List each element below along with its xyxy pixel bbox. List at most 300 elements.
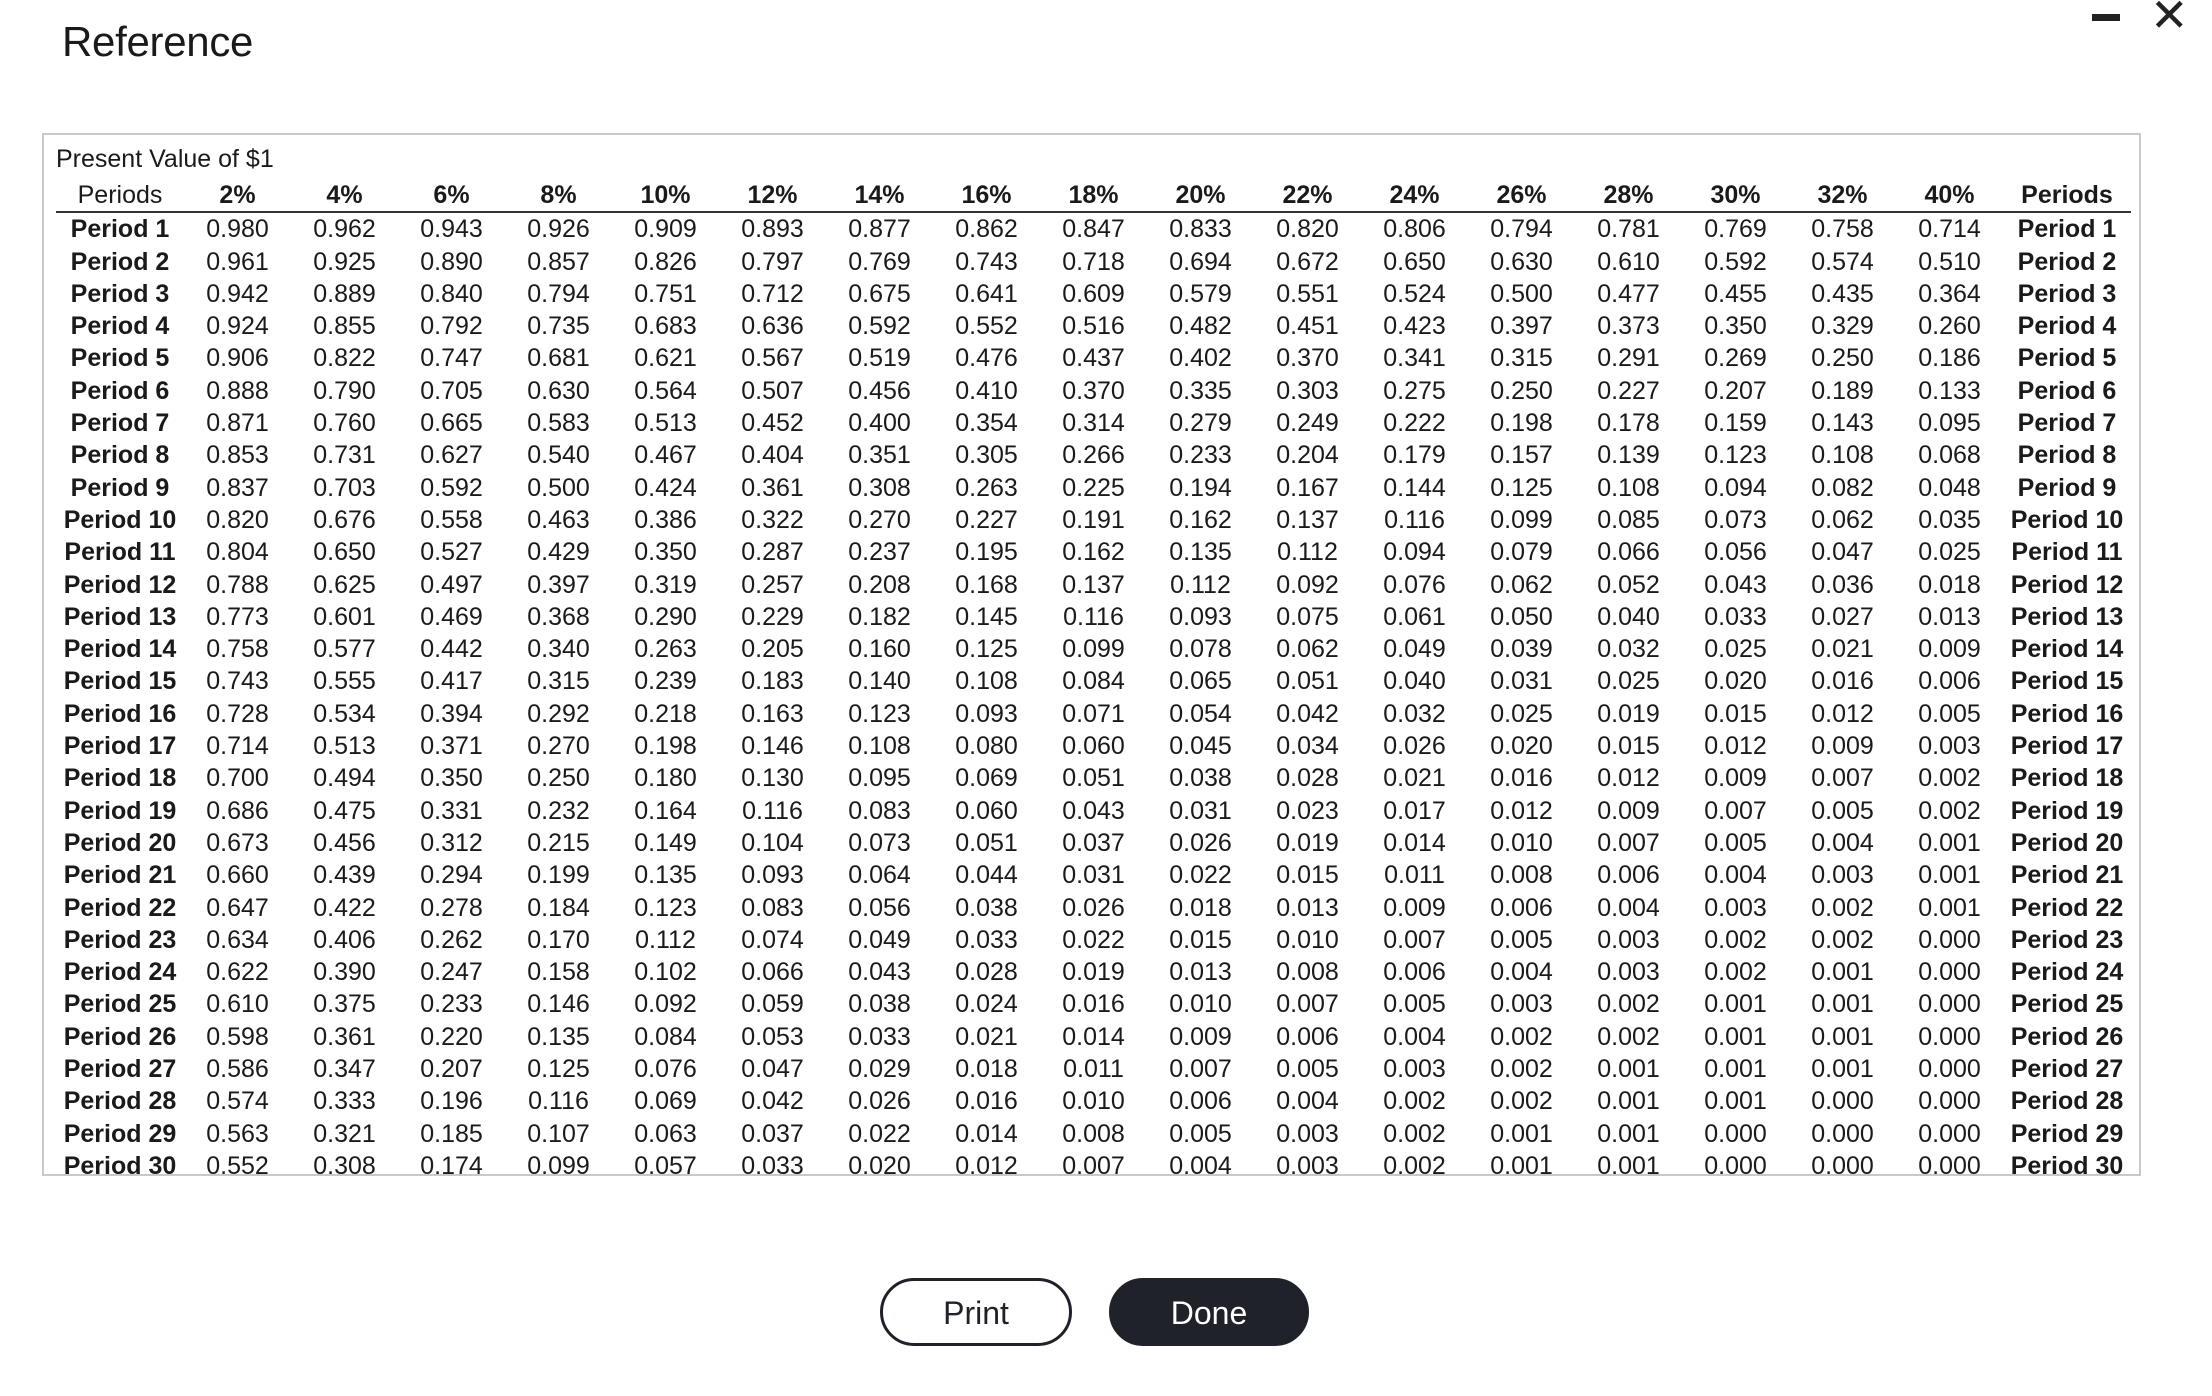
table-cell: 0.002 bbox=[1704, 958, 1767, 987]
table-cell: 0.673 bbox=[206, 828, 269, 857]
table-cell: 0.002 bbox=[1811, 893, 1874, 922]
table-cell: 0.001 bbox=[1811, 1055, 1874, 1084]
table-cell: 0.037 bbox=[741, 1119, 804, 1148]
table-cell: 0.017 bbox=[1383, 796, 1446, 825]
table-cell: 0.257 bbox=[741, 570, 804, 599]
table-cell: 0.361 bbox=[741, 473, 804, 502]
table-cell: 0.315 bbox=[1490, 344, 1553, 373]
table-cell: 0.007 bbox=[1169, 1055, 1232, 1084]
table-cell: 0.563 bbox=[206, 1119, 269, 1148]
table-cell: 0.033 bbox=[955, 925, 1018, 954]
table-row bbox=[56, 1053, 2131, 1085]
table-cell: 0.797 bbox=[741, 247, 804, 276]
table-cell: 0.364 bbox=[1918, 279, 1981, 308]
table-cell: 0.452 bbox=[741, 409, 804, 438]
table-cell: 0.093 bbox=[1169, 602, 1232, 631]
table-cell: 0.340 bbox=[527, 635, 590, 664]
table-row bbox=[56, 859, 2131, 891]
table-cell: 0.329 bbox=[1811, 312, 1874, 341]
table-cell: 0.015 bbox=[1704, 699, 1767, 728]
table-cell: 0.610 bbox=[206, 990, 269, 1019]
table-cell: 0.082 bbox=[1811, 473, 1874, 502]
row-label: Period 1 bbox=[2017, 215, 2117, 244]
table-cell: 0.735 bbox=[527, 312, 590, 341]
minimize-icon[interactable] bbox=[2092, 14, 2120, 21]
table-cell: 0.683 bbox=[634, 312, 697, 341]
table-cell: 0.170 bbox=[527, 925, 590, 954]
table-cell: 0.291 bbox=[1597, 344, 1660, 373]
table-cell: 0.002 bbox=[1490, 1087, 1553, 1116]
table-row bbox=[56, 278, 2131, 310]
table-cell: 0.239 bbox=[634, 667, 697, 696]
table-cell: 0.008 bbox=[1062, 1119, 1125, 1148]
table-cell: 0.068 bbox=[1918, 441, 1981, 470]
table-cell: 0.005 bbox=[1276, 1055, 1339, 1084]
table-cell: 0.022 bbox=[1062, 925, 1125, 954]
table-cell: 0.051 bbox=[1276, 667, 1339, 696]
table-row bbox=[56, 310, 2131, 342]
table-cell: 0.769 bbox=[1704, 215, 1767, 244]
table-cell: 0.000 bbox=[1918, 1087, 1981, 1116]
table-cell: 0.074 bbox=[741, 925, 804, 954]
table-cell: 0.534 bbox=[313, 699, 376, 728]
table-cell: 0.005 bbox=[1490, 925, 1553, 954]
table-cell: 0.712 bbox=[741, 279, 804, 308]
table-cell: 0.260 bbox=[1918, 312, 1981, 341]
table-cell: 0.207 bbox=[1704, 376, 1767, 405]
row-label: Period 28 bbox=[63, 1087, 177, 1116]
table-cell: 0.961 bbox=[206, 247, 269, 276]
row-label: Period 22 bbox=[2010, 893, 2124, 922]
table-cell: 0.038 bbox=[1169, 764, 1232, 793]
table-cell: 0.057 bbox=[634, 1151, 697, 1176]
table-cell: 0.781 bbox=[1597, 215, 1660, 244]
table-cell: 0.577 bbox=[313, 635, 376, 664]
table-row bbox=[56, 956, 2131, 988]
table-cell: 0.007 bbox=[1704, 796, 1767, 825]
row-label: Period 14 bbox=[63, 635, 177, 664]
table-cell: 0.906 bbox=[206, 344, 269, 373]
table-cell: 0.042 bbox=[1276, 699, 1339, 728]
column-header: 20% bbox=[1147, 179, 1254, 212]
table-cell: 0.555 bbox=[313, 667, 376, 696]
table-cell: 0.009 bbox=[1597, 796, 1660, 825]
table-cell: 0.085 bbox=[1597, 505, 1660, 534]
table-cell: 0.233 bbox=[420, 990, 483, 1019]
table-cell: 0.650 bbox=[1383, 247, 1446, 276]
table-cell: 0.862 bbox=[955, 215, 1018, 244]
table-cell: 0.012 bbox=[1704, 732, 1767, 761]
row-label: Period 17 bbox=[2010, 732, 2124, 761]
table-cell: 0.112 bbox=[635, 925, 696, 954]
table-cell: 0.519 bbox=[848, 344, 911, 373]
table-cell: 0.004 bbox=[1490, 958, 1553, 987]
table-cell: 0.456 bbox=[313, 828, 376, 857]
table-cell: 0.247 bbox=[420, 958, 483, 987]
row-label: Period 6 bbox=[2017, 376, 2117, 405]
table-cell: 0.039 bbox=[1490, 635, 1553, 664]
row-label: Period 11 bbox=[2011, 538, 2123, 567]
table-cell: 0.361 bbox=[313, 1022, 376, 1051]
table-cell: 0.370 bbox=[1062, 376, 1125, 405]
column-header: Periods bbox=[2003, 179, 2131, 212]
table-cell: 0.794 bbox=[527, 279, 590, 308]
table-cell: 0.482 bbox=[1169, 312, 1232, 341]
table-cell: 0.022 bbox=[1169, 861, 1232, 890]
table-cell: 0.036 bbox=[1811, 570, 1874, 599]
table-cell: 0.220 bbox=[420, 1022, 483, 1051]
table-cell: 0.003 bbox=[1597, 958, 1660, 987]
table-cell: 0.016 bbox=[955, 1087, 1018, 1116]
table-cell: 0.073 bbox=[1704, 505, 1767, 534]
table-cell: 0.321 bbox=[313, 1119, 376, 1148]
table-cell: 0.540 bbox=[527, 441, 590, 470]
table-cell: 0.583 bbox=[527, 409, 590, 438]
table-cell: 0.287 bbox=[741, 538, 804, 567]
table-cell: 0.006 bbox=[1918, 667, 1981, 696]
column-header: 26% bbox=[1468, 179, 1575, 212]
table-cell: 0.743 bbox=[206, 667, 269, 696]
table-cell: 0.028 bbox=[1276, 764, 1339, 793]
table-row bbox=[56, 1085, 2131, 1117]
table-cell: 0.020 bbox=[848, 1151, 911, 1176]
row-label: Period 16 bbox=[2010, 699, 2124, 728]
table-cell: 0.373 bbox=[1597, 312, 1660, 341]
table-cell: 0.208 bbox=[848, 570, 911, 599]
table-row bbox=[56, 892, 2131, 924]
column-header: 30% bbox=[1682, 179, 1789, 212]
table-cell: 0.198 bbox=[634, 732, 697, 761]
table-cell: 0.080 bbox=[955, 732, 1018, 761]
table-cell: 0.308 bbox=[313, 1151, 376, 1176]
print-button[interactable]: Print bbox=[880, 1278, 1072, 1346]
table-cell: 0.475 bbox=[313, 796, 376, 825]
table-cell: 0.001 bbox=[1597, 1087, 1660, 1116]
table-cell: 0.014 bbox=[1383, 828, 1446, 857]
table-row bbox=[56, 569, 2131, 601]
row-label: Period 18 bbox=[2010, 764, 2124, 793]
table-cell: 0.001 bbox=[1918, 861, 1981, 890]
table-cell: 0.007 bbox=[1597, 828, 1660, 857]
table-cell: 0.204 bbox=[1276, 441, 1339, 470]
table-cell: 0.270 bbox=[527, 732, 590, 761]
table-cell: 0.315 bbox=[527, 667, 590, 696]
column-header: 18% bbox=[1040, 179, 1147, 212]
table-cell: 0.019 bbox=[1597, 699, 1660, 728]
table-cell: 0.579 bbox=[1169, 279, 1232, 308]
table-cell: 0.116 bbox=[528, 1087, 589, 1116]
table-cell: 0.769 bbox=[848, 247, 911, 276]
table-cell: 0.760 bbox=[313, 409, 376, 438]
row-label: Period 23 bbox=[63, 925, 177, 954]
column-header: Periods bbox=[56, 179, 184, 212]
table-cell: 0.002 bbox=[1383, 1151, 1446, 1176]
table-cell: 0.888 bbox=[206, 376, 269, 405]
table-cell: 0.146 bbox=[527, 990, 590, 1019]
table-cell: 0.093 bbox=[955, 699, 1018, 728]
table-cell: 0.002 bbox=[1597, 1022, 1660, 1051]
table-cell: 0.010 bbox=[1169, 990, 1232, 1019]
table-cell: 0.001 bbox=[1811, 958, 1874, 987]
table-cell: 0.000 bbox=[1704, 1119, 1767, 1148]
table-cell: 0.021 bbox=[1383, 764, 1446, 793]
table-cell: 0.275 bbox=[1383, 376, 1446, 405]
row-label: Period 25 bbox=[63, 990, 177, 1019]
row-label: Period 21 bbox=[2010, 861, 2124, 890]
table-cell: 0.513 bbox=[313, 732, 376, 761]
row-label: Period 24 bbox=[2010, 958, 2124, 987]
table-cell: 0.610 bbox=[1597, 247, 1660, 276]
table-cell: 0.004 bbox=[1276, 1087, 1339, 1116]
table-cell: 0.621 bbox=[634, 344, 697, 373]
table-cell: 0.035 bbox=[1918, 505, 1981, 534]
row-label: Period 23 bbox=[2010, 925, 2124, 954]
table-cell: 0.703 bbox=[313, 473, 376, 502]
table-cell: 0.043 bbox=[1062, 796, 1125, 825]
row-label: Period 10 bbox=[2010, 505, 2124, 534]
table-cell: 0.000 bbox=[1918, 990, 1981, 1019]
table-cell: 0.063 bbox=[634, 1119, 697, 1148]
table-cell: 0.014 bbox=[955, 1119, 1018, 1148]
table-cell: 0.001 bbox=[1597, 1151, 1660, 1176]
table-cell: 0.397 bbox=[527, 570, 590, 599]
table-cell: 0.943 bbox=[420, 215, 483, 244]
table-cell: 0.157 bbox=[1490, 441, 1553, 470]
table-row bbox=[56, 698, 2131, 730]
table-cell: 0.112 bbox=[1170, 570, 1231, 599]
table-cell: 0.853 bbox=[206, 441, 269, 470]
table-scroll-area[interactable] bbox=[42, 133, 2141, 1176]
table-cell: 0.002 bbox=[1811, 925, 1874, 954]
table-cell: 0.042 bbox=[741, 1087, 804, 1116]
table-cell: 0.079 bbox=[1490, 538, 1553, 567]
table-cell: 0.826 bbox=[634, 247, 697, 276]
table-row bbox=[56, 246, 2131, 278]
table-cell: 0.820 bbox=[206, 505, 269, 534]
table-row bbox=[56, 342, 2131, 374]
table-cell: 0.205 bbox=[741, 635, 804, 664]
row-label: Period 26 bbox=[63, 1022, 177, 1051]
table-cell: 0.094 bbox=[1704, 473, 1767, 502]
row-label: Period 4 bbox=[2017, 312, 2117, 341]
table-cell: 0.731 bbox=[313, 441, 376, 470]
table-cell: 0.000 bbox=[1918, 1055, 1981, 1084]
table-cell: 0.001 bbox=[1490, 1151, 1553, 1176]
table-cell: 0.065 bbox=[1169, 667, 1232, 696]
table-cell: 0.003 bbox=[1704, 893, 1767, 922]
table-cell: 0.371 bbox=[420, 732, 483, 761]
table-cell: 0.125 bbox=[527, 1055, 590, 1084]
table-cell: 0.266 bbox=[1062, 441, 1125, 470]
table-row bbox=[56, 988, 2131, 1020]
table-cell: 0.641 bbox=[955, 279, 1018, 308]
table-cell: 0.227 bbox=[955, 505, 1018, 534]
row-label: Period 27 bbox=[63, 1055, 177, 1084]
table-row bbox=[56, 665, 2131, 697]
row-label: Period 18 bbox=[63, 764, 177, 793]
table-cell: 0.021 bbox=[955, 1022, 1018, 1051]
table-cell: 0.500 bbox=[1490, 279, 1553, 308]
table-cell: 0.006 bbox=[1169, 1087, 1232, 1116]
table-cell: 0.350 bbox=[420, 764, 483, 793]
table-cell: 0.184 bbox=[527, 893, 590, 922]
row-label: Period 11 bbox=[64, 538, 176, 567]
table-cell: 0.000 bbox=[1918, 1151, 1981, 1176]
table-cell: 0.009 bbox=[1704, 764, 1767, 793]
column-header: 24% bbox=[1361, 179, 1468, 212]
table-cell: 0.199 bbox=[527, 861, 590, 890]
table-cell: 0.160 bbox=[848, 635, 911, 664]
table-cell: 0.718 bbox=[1062, 247, 1125, 276]
table-cell: 0.024 bbox=[955, 990, 1018, 1019]
table-cell: 0.125 bbox=[955, 635, 1018, 664]
table-cell: 0.636 bbox=[741, 312, 804, 341]
table-cell: 0.123 bbox=[1704, 441, 1767, 470]
table-cell: 0.025 bbox=[1597, 667, 1660, 696]
table-cell: 0.980 bbox=[206, 215, 269, 244]
table-cell: 0.394 bbox=[420, 699, 483, 728]
table-row bbox=[56, 924, 2131, 956]
table-cell: 0.025 bbox=[1704, 635, 1767, 664]
column-header: 6% bbox=[398, 179, 505, 212]
table-cell: 0.694 bbox=[1169, 247, 1232, 276]
table-cell: 0.558 bbox=[420, 505, 483, 534]
table-cell: 0.292 bbox=[527, 699, 590, 728]
table-cell: 0.370 bbox=[1276, 344, 1339, 373]
table-cell: 0.743 bbox=[955, 247, 1018, 276]
table-cell: 0.250 bbox=[1490, 376, 1553, 405]
table-cell: 0.586 bbox=[206, 1055, 269, 1084]
table-cell: 0.574 bbox=[206, 1087, 269, 1116]
table-cell: 0.002 bbox=[1490, 1022, 1553, 1051]
row-label: Period 29 bbox=[2010, 1119, 2124, 1148]
table-cell: 0.002 bbox=[1918, 764, 1981, 793]
table-cell: 0.386 bbox=[634, 505, 697, 534]
table-cell: 0.909 bbox=[634, 215, 697, 244]
table-cell: 0.758 bbox=[1811, 215, 1874, 244]
table-cell: 0.116 bbox=[742, 796, 803, 825]
done-button[interactable]: Done bbox=[1109, 1278, 1309, 1346]
table-cell: 0.002 bbox=[1490, 1055, 1553, 1084]
table-cell: 0.229 bbox=[741, 602, 804, 631]
table-row bbox=[56, 633, 2131, 665]
table-cell: 0.195 bbox=[955, 538, 1018, 567]
table-cell: 0.008 bbox=[1276, 958, 1339, 987]
table-cell: 0.788 bbox=[206, 570, 269, 599]
table-row bbox=[56, 407, 2131, 439]
table-cell: 0.303 bbox=[1276, 376, 1339, 405]
table-cell: 0.037 bbox=[1062, 828, 1125, 857]
table-cell: 0.847 bbox=[1062, 215, 1125, 244]
table-cell: 0.023 bbox=[1276, 796, 1339, 825]
table-cell: 0.029 bbox=[848, 1055, 911, 1084]
table-cell: 0.178 bbox=[1597, 409, 1660, 438]
table-cell: 0.015 bbox=[1169, 925, 1232, 954]
table-cell: 0.003 bbox=[1597, 925, 1660, 954]
table-cell: 0.167 bbox=[1276, 473, 1339, 502]
table-cell: 0.004 bbox=[1383, 1022, 1446, 1051]
row-label: Period 17 bbox=[63, 732, 177, 761]
table-cell: 0.198 bbox=[1490, 409, 1553, 438]
table-cell: 0.650 bbox=[313, 538, 376, 567]
table-cell: 0.516 bbox=[1062, 312, 1125, 341]
table-cell: 0.050 bbox=[1490, 602, 1553, 631]
table-cell: 0.660 bbox=[206, 861, 269, 890]
table-cell: 0.507 bbox=[741, 376, 804, 405]
table-cell: 0.270 bbox=[848, 505, 911, 534]
table-cell: 0.043 bbox=[848, 958, 911, 987]
table-cell: 0.269 bbox=[1704, 344, 1767, 373]
table-cell: 0.000 bbox=[1918, 1119, 1981, 1148]
table-cell: 0.062 bbox=[1276, 635, 1339, 664]
table-cell: 0.278 bbox=[420, 893, 483, 922]
row-label: Period 8 bbox=[70, 441, 170, 470]
present-value-table bbox=[56, 179, 2131, 1176]
table-cell: 0.059 bbox=[741, 990, 804, 1019]
table-cell: 0.227 bbox=[1597, 376, 1660, 405]
table-cell: 0.174 bbox=[420, 1151, 483, 1176]
window-controls bbox=[2092, 0, 2212, 40]
row-label: Period 10 bbox=[63, 505, 177, 534]
table-cell: 0.647 bbox=[206, 893, 269, 922]
table-cell: 0.049 bbox=[1383, 635, 1446, 664]
row-label: Period 26 bbox=[2010, 1022, 2124, 1051]
table-cell: 0.001 bbox=[1597, 1055, 1660, 1084]
table-cell: 0.012 bbox=[955, 1151, 1018, 1176]
table-cell: 0.019 bbox=[1062, 958, 1125, 987]
table-cell: 0.417 bbox=[420, 667, 483, 696]
table-cell: 0.005 bbox=[1918, 699, 1981, 728]
row-label: Period 3 bbox=[2017, 279, 2117, 308]
table-cell: 0.012 bbox=[1811, 699, 1874, 728]
table-cell: 0.001 bbox=[1597, 1119, 1660, 1148]
column-header: 16% bbox=[933, 179, 1040, 212]
table-cell: 0.038 bbox=[955, 893, 1018, 922]
table-row bbox=[56, 762, 2131, 794]
table-cell: 0.053 bbox=[741, 1022, 804, 1051]
table-cell: 0.048 bbox=[1918, 473, 1981, 502]
table-cell: 0.015 bbox=[1276, 861, 1339, 890]
table-cell: 0.622 bbox=[206, 958, 269, 987]
column-header: 4% bbox=[291, 179, 398, 212]
close-icon[interactable]: ✕ bbox=[2150, 0, 2189, 41]
table-cell: 0.592 bbox=[420, 473, 483, 502]
table-cell: 0.005 bbox=[1811, 796, 1874, 825]
row-label: Period 30 bbox=[63, 1151, 177, 1176]
table-cell: 0.069 bbox=[634, 1087, 697, 1116]
table-cell: 0.191 bbox=[1062, 505, 1125, 534]
table-cell: 0.078 bbox=[1169, 635, 1232, 664]
table-row bbox=[56, 504, 2131, 536]
table-cell: 0.000 bbox=[1918, 958, 1981, 987]
table-cell: 0.001 bbox=[1704, 1087, 1767, 1116]
row-label: Period 15 bbox=[2010, 667, 2124, 696]
table-cell: 0.007 bbox=[1383, 925, 1446, 954]
row-label: Period 2 bbox=[70, 247, 170, 276]
table-cell: 0.665 bbox=[420, 409, 483, 438]
table-cell: 0.010 bbox=[1062, 1087, 1125, 1116]
table-cell: 0.527 bbox=[420, 538, 483, 567]
table-cell: 0.164 bbox=[634, 796, 697, 825]
table-cell: 0.116 bbox=[1063, 602, 1124, 631]
table-cell: 0.857 bbox=[527, 247, 590, 276]
row-label: Period 1 bbox=[70, 215, 170, 244]
table-cell: 0.567 bbox=[741, 344, 804, 373]
table-cell: 0.186 bbox=[1918, 344, 1981, 373]
table-cell: 0.924 bbox=[206, 312, 269, 341]
table-cell: 0.033 bbox=[848, 1022, 911, 1051]
table-cell: 0.341 bbox=[1383, 344, 1446, 373]
